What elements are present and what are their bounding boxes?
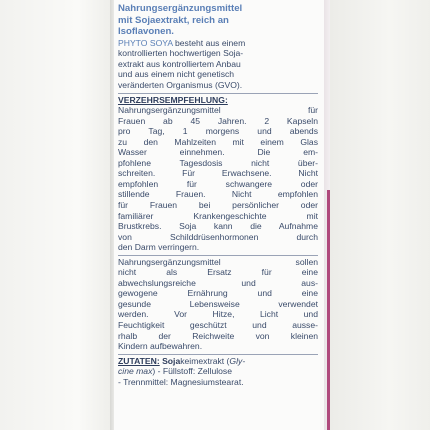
dosage-line: Nahrungsergänzungsmittel für	[118, 105, 318, 116]
ingredient-text: keimextrakt (	[180, 355, 230, 366]
intro-paragraph	[118, 38, 318, 91]
dosage-line: pro Tag, 1 morgens und abends	[118, 126, 318, 137]
dosage-line: Frauen ab 45 Jahren. 2 Kapseln	[118, 115, 318, 126]
section-divider	[118, 354, 318, 355]
dosage-line: Brustkrebs. Soja kann die Aufnahme	[118, 221, 318, 232]
package-left-side	[0, 0, 112, 430]
dosage-section	[118, 95, 318, 253]
section-divider	[118, 255, 318, 256]
warning-line: abwechslungsreiche und aus-	[118, 277, 318, 288]
intro-line: und aus einem nicht genetisch	[118, 69, 235, 80]
label-text-block	[118, 3, 318, 387]
ingredient-latin-1: Gly-	[229, 355, 246, 366]
warning-line: Feuchtigkeit geschützt und ausse-	[118, 320, 318, 330]
warning-line: rhalb der Reichweite von kleinen	[118, 330, 318, 341]
warnings-section	[118, 257, 318, 352]
intro-line: veränderten Organismus (GVO).	[118, 79, 243, 90]
dosage-title: VERZEHRSEMPFEHLUNG:	[118, 94, 228, 105]
product-heading	[118, 3, 318, 38]
package-right-side	[330, 0, 430, 430]
brand-name: PHYTO SOYA	[118, 37, 173, 48]
warning-line: Kindern aufbewahren.	[118, 341, 203, 352]
dosage-line: empfohlen für schwangere oder	[118, 178, 318, 189]
intro-first-line-text: besteht aus einem	[172, 37, 246, 48]
intro-first-line	[118, 38, 318, 49]
heading-line: Isoflavonen.	[118, 26, 174, 38]
dosage-line: den Darm verringern.	[118, 242, 200, 253]
warning-line: Nahrungsergänzungsmittel sollen	[118, 256, 318, 267]
section-divider	[118, 93, 318, 94]
intro-line: kontrollierten hochwertigen Soja-	[118, 48, 244, 59]
dosage-line: von Schilddrüsenhormonen durch	[118, 231, 318, 242]
heading-line: mit Sojaextrakt, reich an	[118, 14, 229, 26]
dosage-line: pfohlene Tagesdosis nicht über-	[118, 157, 318, 168]
ingredient-filler: ) - Füllstoff: Zellulose	[152, 366, 232, 377]
warning-line: gesunde Lebensweise verwendet	[118, 298, 318, 309]
ingredients-line-2	[118, 366, 318, 377]
ingredients-section	[118, 356, 318, 388]
dosage-line: Wasser einnehmen. Die em-	[118, 147, 318, 158]
intro-line: extrakt aus kontrolliertem Anbau	[118, 58, 241, 69]
warning-line: gewogene Ernährung und eine	[118, 288, 318, 299]
dosage-line: zu den Mahlzeiten mit einem Glas	[118, 136, 318, 147]
ingredient-latin-2: cine max	[118, 366, 153, 377]
ingredients-label: ZUTATEN:	[118, 355, 160, 366]
warning-line: nicht als Ersatz für eine	[118, 267, 318, 278]
dosage-line: für Frauen bei persönlicher oder	[118, 199, 318, 210]
warning-line: werden. Vor Hitze, Licht und	[118, 309, 318, 320]
ingredients-line-1	[118, 356, 318, 367]
dosage-line: familiärer Krankengeschichte mit	[118, 210, 318, 221]
dosage-line: stillende Frauen. Nicht empfohlen	[118, 189, 318, 200]
dosage-line: schreiten. Für Erwachsene. Nicht	[118, 168, 318, 179]
ingredients-line-3: - Trennmittel: Magnesiumstearat.	[118, 376, 244, 387]
ingredient-soja: Soja	[162, 355, 181, 366]
heading-line: Nahrungsergänzungsmittel	[118, 3, 243, 14]
